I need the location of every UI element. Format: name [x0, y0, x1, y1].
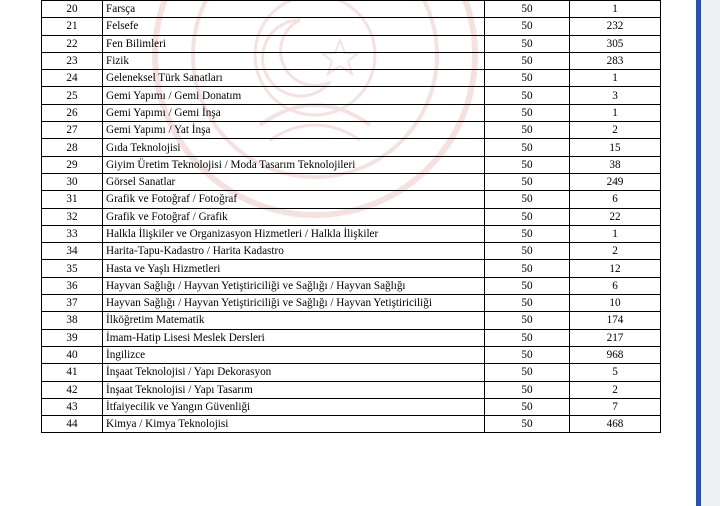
applicant-count: 2 — [570, 381, 661, 398]
row-number: 41 — [42, 364, 103, 381]
table-row — [42, 243, 661, 260]
quota-cell: 50 — [485, 139, 570, 156]
table-row — [42, 139, 661, 156]
row-number: 23 — [42, 52, 103, 69]
quota-cell: 50 — [485, 329, 570, 346]
branch-name: Gıda Teknolojisi — [103, 139, 485, 156]
branch-name: İngilizce — [103, 346, 485, 363]
branch-name: Hasta ve Yaşlı Hizmetleri — [103, 260, 485, 277]
row-number: 38 — [42, 312, 103, 329]
table-row — [42, 35, 661, 52]
applicant-count: 283 — [570, 52, 661, 69]
applicant-count: 10 — [570, 295, 661, 312]
viewer-gutter — [701, 0, 720, 506]
quota-cell: 50 — [485, 243, 570, 260]
table-row — [42, 225, 661, 242]
quota-cell: 50 — [485, 52, 570, 69]
table-row — [42, 381, 661, 398]
branch-name: Fizik — [103, 52, 485, 69]
row-number: 25 — [42, 87, 103, 104]
branch-name: Farsça — [103, 1, 485, 18]
applicant-count: 12 — [570, 260, 661, 277]
applicant-count: 5 — [570, 364, 661, 381]
table-row — [42, 18, 661, 35]
branch-name: Harita-Tapu-Kadastro / Harita Kadastro — [103, 243, 485, 260]
quota-cell: 50 — [485, 346, 570, 363]
applicant-count: 1 — [570, 70, 661, 87]
quota-cell: 50 — [485, 70, 570, 87]
quota-cell: 50 — [485, 18, 570, 35]
table-row — [42, 156, 661, 173]
applicant-count: 1 — [570, 1, 661, 18]
row-number: 24 — [42, 70, 103, 87]
row-number: 27 — [42, 122, 103, 139]
row-number: 30 — [42, 173, 103, 190]
table-row — [42, 70, 661, 87]
row-number: 44 — [42, 416, 103, 433]
applicant-count: 217 — [570, 329, 661, 346]
row-number: 20 — [42, 1, 103, 18]
quota-cell: 50 — [485, 260, 570, 277]
branch-name: Hayvan Sağlığı / Hayvan Yetiştiriciliği ve Sağlığı / Hayvan Sağlığı — [103, 277, 485, 294]
applicant-count: 6 — [570, 277, 661, 294]
applicant-count: 38 — [570, 156, 661, 173]
quota-cell: 50 — [485, 122, 570, 139]
branch-name: Gemi Yapımı / Gemi Donatım — [103, 87, 485, 104]
applicant-count: 232 — [570, 18, 661, 35]
applicant-count: 468 — [570, 416, 661, 433]
table-row — [42, 104, 661, 121]
applicant-count: 15 — [570, 139, 661, 156]
quota-cell: 50 — [485, 87, 570, 104]
branch-name: Geleneksel Türk Sanatları — [103, 70, 485, 87]
applicant-count: 305 — [570, 35, 661, 52]
branch-name: İmam-Hatip Lisesi Meslek Dersleri — [103, 329, 485, 346]
table-row — [42, 191, 661, 208]
branch-name: Grafik ve Fotoğraf / Fotoğraf — [103, 191, 485, 208]
table-row — [42, 1, 661, 18]
table-row — [42, 52, 661, 69]
table-row — [42, 346, 661, 363]
branch-name: İnşaat Teknolojisi / Yapı Tasarım — [103, 381, 485, 398]
branch-name: İtfaiyecilik ve Yangın Güvenliği — [103, 398, 485, 415]
row-number: 36 — [42, 277, 103, 294]
row-number: 42 — [42, 381, 103, 398]
quota-cell: 50 — [485, 312, 570, 329]
quota-cell: 50 — [485, 416, 570, 433]
row-number: 35 — [42, 260, 103, 277]
row-number: 43 — [42, 398, 103, 415]
applicant-count: 2 — [570, 122, 661, 139]
applicant-count: 968 — [570, 346, 661, 363]
row-number: 37 — [42, 295, 103, 312]
row-number: 26 — [42, 104, 103, 121]
table-row — [42, 260, 661, 277]
branch-name: Giyim Üretim Teknolojisi / Moda Tasarım Teknolojileri — [103, 156, 485, 173]
quota-cell: 50 — [485, 364, 570, 381]
quota-cell: 50 — [485, 398, 570, 415]
table-row — [42, 398, 661, 415]
row-number: 29 — [42, 156, 103, 173]
row-number: 28 — [42, 139, 103, 156]
quota-cell: 50 — [485, 35, 570, 52]
branch-name: Fen Bilimleri — [103, 35, 485, 52]
quota-cell: 50 — [485, 277, 570, 294]
quota-cell: 50 — [485, 208, 570, 225]
branch-name: Görsel Sanatlar — [103, 173, 485, 190]
branch-name: İlköğretim Matematik — [103, 312, 485, 329]
quota-cell: 50 — [485, 381, 570, 398]
quota-cell: 50 — [485, 173, 570, 190]
row-number: 33 — [42, 225, 103, 242]
quota-cell: 50 — [485, 191, 570, 208]
table-row — [42, 277, 661, 294]
branch-name: Gemi Yapımı / Gemi İnşa — [103, 104, 485, 121]
applicant-count: 3 — [570, 87, 661, 104]
branch-name: Felsefe — [103, 18, 485, 35]
table-row — [42, 173, 661, 190]
table-row — [42, 312, 661, 329]
quota-cell: 50 — [485, 225, 570, 242]
applicant-count: 174 — [570, 312, 661, 329]
applicant-count: 2 — [570, 243, 661, 260]
table-row — [42, 87, 661, 104]
applicant-count: 6 — [570, 191, 661, 208]
table-row — [42, 122, 661, 139]
branch-name: Grafik ve Fotoğraf / Grafik — [103, 208, 485, 225]
table-row — [42, 208, 661, 225]
branch-name: Halkla İlişkiler ve Organizasyon Hizmetleri / Halkla İlişkiler — [103, 225, 485, 242]
branch-name: İnşaat Teknolojisi / Yapı Dekorasyon — [103, 364, 485, 381]
branch-table — [41, 0, 661, 433]
row-number: 40 — [42, 346, 103, 363]
row-number: 39 — [42, 329, 103, 346]
quota-cell: 50 — [485, 104, 570, 121]
applicant-count: 22 — [570, 208, 661, 225]
applicant-count: 249 — [570, 173, 661, 190]
row-number: 32 — [42, 208, 103, 225]
table-row — [42, 416, 661, 433]
applicant-count: 7 — [570, 398, 661, 415]
row-number: 31 — [42, 191, 103, 208]
table-row — [42, 329, 661, 346]
quota-cell: 50 — [485, 295, 570, 312]
quota-cell: 50 — [485, 156, 570, 173]
applicant-count: 1 — [570, 104, 661, 121]
branch-name: Hayvan Sağlığı / Hayvan Yetiştiriciliği ve Sağlığı / Hayvan Yetiştiriciliği — [103, 295, 485, 312]
branch-name: Kimya / Kimya Teknolojisi — [103, 416, 485, 433]
row-number: 34 — [42, 243, 103, 260]
quota-cell: 50 — [485, 1, 570, 18]
row-number: 22 — [42, 35, 103, 52]
applicant-count: 1 — [570, 225, 661, 242]
table-row — [42, 364, 661, 381]
row-number: 21 — [42, 18, 103, 35]
table-row — [42, 295, 661, 312]
branch-name: Gemi Yapımı / Yat İnşa — [103, 122, 485, 139]
